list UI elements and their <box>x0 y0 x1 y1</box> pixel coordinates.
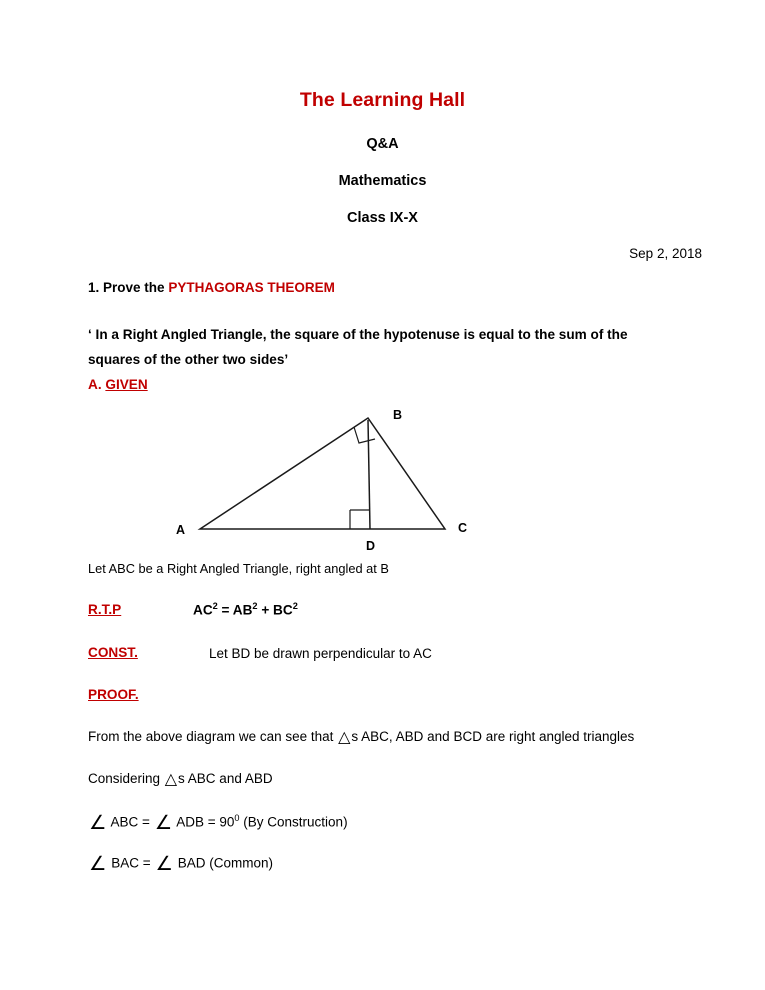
proof-label: PROOF. <box>88 687 139 702</box>
given-caption: Let ABC be a Right Angled Triangle, right angled at B <box>88 561 389 576</box>
subtitle-class: Class IX-X <box>347 210 418 226</box>
given-marker: A. <box>88 377 102 392</box>
proof-line-3-part-b: ADB = 90 <box>173 814 235 830</box>
proof-line-3-part-a: ABC = <box>107 814 154 830</box>
rtp-exp-3: 2 <box>292 601 298 611</box>
proof-line-1-part-a: From the above diagram we can see that <box>88 729 338 744</box>
proof-line-2-part-b: s ABC and ABD <box>178 771 273 786</box>
triangle-icon: △ <box>164 771 178 789</box>
rtp-formula-mid: = AB <box>217 602 253 618</box>
vertex-label-a: A <box>176 523 186 537</box>
right-angle-mark-b <box>354 427 375 443</box>
triangle-icon: △ <box>338 729 351 747</box>
proof-line-4 <box>88 855 273 875</box>
document-date: Sep 2, 2018 <box>629 246 702 261</box>
rtp-formula-ac: AC <box>193 602 213 618</box>
proof-line-1-part-b: s ABC, ABD and BCD are right angled triangles <box>351 729 635 744</box>
angle-icon: ∠ <box>89 811 107 834</box>
section-given <box>88 377 148 392</box>
const-text: Let BD be drawn perpendicular to AC <box>209 646 432 661</box>
vertex-label-c: C <box>458 521 468 535</box>
proof-line-4-part-b: BAD (Common) <box>174 855 274 871</box>
angle-icon: ∠ <box>155 853 173 875</box>
subtitle-subject: Mathematics <box>338 173 427 189</box>
question-prompt: Prove the <box>103 280 165 295</box>
rtp-formula <box>193 601 298 618</box>
given-label: GIVEN <box>105 377 148 392</box>
proof-line-2-part-a: Considering <box>88 771 164 786</box>
section-rtp <box>88 602 121 617</box>
question-topic: PYTHAGORAS THEOREM <box>168 280 335 295</box>
altitude-bd <box>368 420 370 529</box>
rtp-label: R.T.P <box>88 602 122 617</box>
subtitle-qa: Q&A <box>366 136 399 152</box>
vertex-label-b: B <box>393 408 403 422</box>
degree-superscript: 0 <box>234 813 240 823</box>
rtp-exp-2: 2 <box>252 601 258 611</box>
page-title: The Learning Hall <box>299 89 466 111</box>
proof-line-3 <box>88 813 348 833</box>
proof-line-4-part-a: BAC = <box>107 855 155 871</box>
angle-icon: ∠ <box>154 811 173 834</box>
triangle-outline <box>200 418 445 529</box>
const-label: CONST. <box>88 645 138 660</box>
proof-line-1 <box>88 729 634 746</box>
vertex-label-d: D <box>366 539 376 553</box>
triangle-diagram-svg <box>160 398 500 563</box>
right-angle-mark-d <box>350 510 370 529</box>
question-line <box>88 280 335 295</box>
rtp-formula-mid2: + BC <box>257 602 293 618</box>
proof-line-2 <box>88 771 273 788</box>
theorem-statement: ‘ In a Right Angled Triangle, the square of the hypotenuse is equal to the sum of the squares of the other two sides’ <box>88 327 628 367</box>
rtp-exp-1: 2 <box>212 601 218 611</box>
question-number: 1. <box>88 280 100 295</box>
proof-line-3-part-c: (By Construction) <box>239 814 348 830</box>
section-proof <box>88 687 139 702</box>
section-const <box>88 645 138 660</box>
triangle-diagram <box>160 398 500 563</box>
angle-icon: ∠ <box>89 853 107 875</box>
